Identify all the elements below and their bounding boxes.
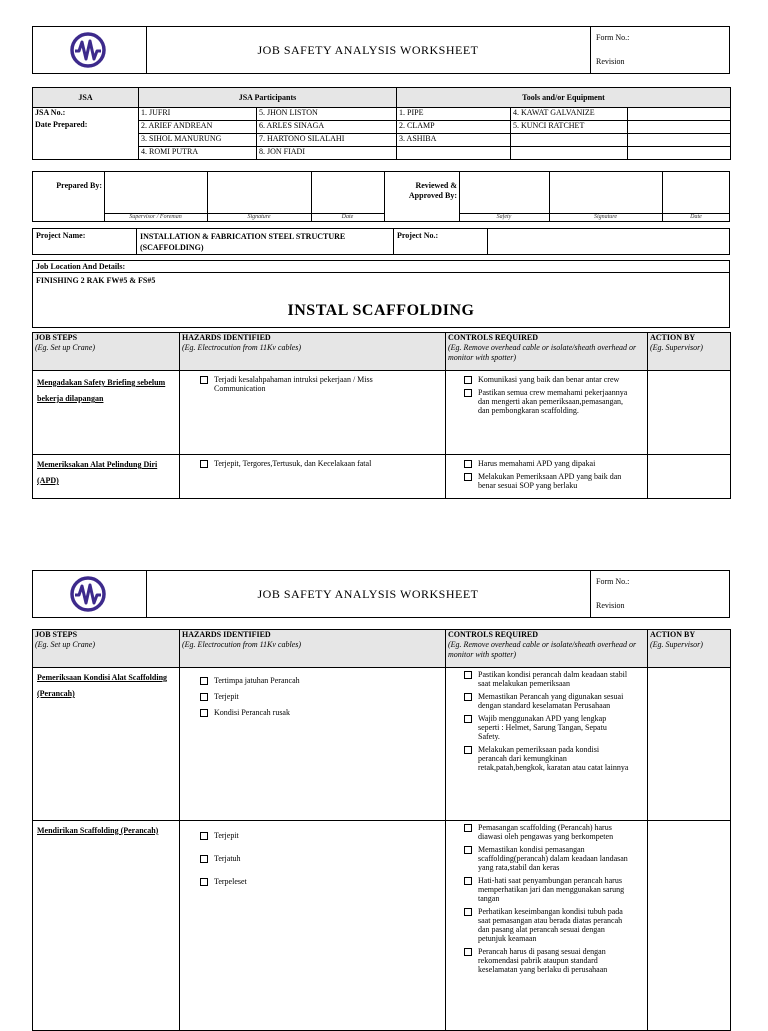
jsa-table-page2: JOB STEPS (Eg. Set up Crane) HAZARDS IDENTIFIED (Eg. Electrocution from 11Kv cables) CONTROLS REQUIRED (Eg. Remove overhead cable or isolate/sheath overhead or monitor with spotter) ACTION BY (Eg. Supervisor) Pemeriksaan Kondisi Alat Scaffolding (Perancah) Tertimpa jatuhan Perancah Terjepit Kondisi Perancah rusak Pastikan kondisi perancah dalm keadaan stabil saat melakukan pemeriksaan Memastikan Perancah yang digunakan sesuai dengan standard keselamatan Perusahaan Wajib menggunakan APD yang lengkap seperti : Helmet, Sarung Tangan, Sepatu Safety. Melakukan pemeriksaan pada kondisi perancah dari kemungkinan retak,patah,bengkok, karatan atau catat lainnya Mendirikan Scaffolding (Perancah) Terjepit Terjatuh Terpeleset Pemasangan scaffolding (Perancah) harus diawasi oleh pengawas yang berkompeten Memastikan kondisi pemasangan scaffolding(perancah) dalam keadaan landasan yang rata,stabil dan keras Hati-hati saat penyambungan perancah harus memperhatikan jari dan menggunakan sarung tangan Perhatikan keseimbangan kondisi tubuh pada saat pemasangan atau berada diatas perancah dan pasang alat perancah sesuai dengan petunjuk keamaan Perancah harus di pasang sesuai dengan rekomendasi pabrik ataupun standard keselamatan yang berlaku di perusahaan — [32, 629, 731, 1031]
col-action-by: ACTION BY — [650, 333, 696, 342]
participant-1: 1. JUFRI — [139, 108, 257, 121]
checkbox-icon — [464, 460, 472, 468]
checkbox-icon — [464, 846, 472, 854]
location-label: Job Location And Details: — [36, 262, 126, 271]
checkbox-icon — [464, 671, 472, 679]
jsa-no-label: JSA No.: — [35, 108, 66, 117]
checkbox-icon — [200, 832, 208, 840]
tools-header: Tools and/or Equipment — [397, 88, 731, 108]
caption-supervisor: Supervisor / Foreman — [129, 214, 182, 220]
participant-5: 5. JHON LISTON — [257, 108, 397, 121]
checkbox-icon — [200, 460, 208, 468]
checkbox-icon — [464, 746, 472, 754]
revision-label-2: Revision — [596, 601, 625, 610]
col-job-steps: JOB STEPS — [35, 333, 78, 342]
caption-date: Date — [341, 214, 354, 220]
company-logo-icon — [70, 576, 106, 612]
checkbox-icon — [464, 908, 472, 916]
jsa-table-page1: JOB STEPS (Eg. Set up Crane) HAZARDS IDENTIFIED (Eg. Electrocution from 11Kv cables) CONTROLS REQUIRED (Eg. Remove overhead cable or isolate/sheath overhead or monitor with spotter) ACTION BY (Eg. Supervisor) Mengadakan Safety Briefing sebelum bekerja dilapangan Terjadi kesalahpahaman intruksi pekerjaan / Miss Communication Komunikasi yang baik dan benar antar crew Pastikan semua crew memahami pekerjaannya dan mengerti akan pemeriksaan,pemasangan, dan pembongkaran scaffolding. Memeriksakan Alat Pelindung Diri (APD) Terjepit, Tergores,Tertusuk, dan Kecelakaan fatal Harus memahami APD yang dipakai Melakukan Pemeriksaan APD yang baik dan benar sesuai SOP yang berlaku — [32, 332, 731, 499]
checkbox-icon — [464, 824, 472, 832]
checkbox-icon — [464, 389, 472, 397]
caption-signature-2: Signature — [593, 214, 618, 220]
caption-signature: Signature — [247, 214, 271, 220]
checkbox-icon — [200, 693, 208, 701]
col-controls: CONTROLS REQUIRED — [448, 630, 539, 639]
checkbox-icon — [464, 948, 472, 956]
page-title: JOB SAFETY ANALYSIS WORKSHEET — [257, 43, 479, 57]
checkbox-icon — [200, 677, 208, 685]
checkbox-icon — [200, 855, 208, 863]
checkbox-icon — [200, 709, 208, 717]
col-job-steps: JOB STEPS — [35, 630, 78, 639]
table-row: Mengadakan Safety Briefing sebelum bekerja dilapangan Terjadi kesalahpahaman intruksi pekerjaan / Miss Communication Komunikasi yang baik dan benar antar crew Pastikan semua crew memahami pekerjaannya dan mengerti akan pemeriksaan,pemasangan, dan pembongkaran scaffolding. — [33, 371, 731, 455]
form-no-label: Form No.: — [596, 33, 630, 42]
participant-2: 2. ARIEF ANDREAN — [139, 121, 257, 134]
tool-2: 2. CLAMP — [397, 121, 511, 134]
participant-4: 4. ROMI PUTRA — [139, 147, 257, 160]
job-step: Mendirikan Scaffolding (Perancah) — [37, 826, 159, 835]
col-action-by: ACTION BY — [650, 630, 696, 639]
participants-header: JSA Participants — [139, 88, 397, 108]
table-row: Pemeriksaan Kondisi Alat Scaffolding (Perancah) Tertimpa jatuhan Perancah Terjepit Kondisi Perancah rusak Pastikan kondisi perancah dalm keadaan stabil saat melakukan pemeriksaan Memastikan Perancah yang digunakan sesuai dengan standard keselamatan Perusahaan Wajib menggunakan APD yang lengkap seperti : Helmet, Sarung Tangan, Sepatu Safety. Melakukan pemeriksaan pada kondisi perancah dari kemungkinan retak,patah,bengkok, karatan atau catat lainnya — [33, 668, 731, 821]
participant-7: 7. HARTONO SILALAHI — [257, 134, 397, 147]
checkbox-icon — [464, 376, 472, 384]
jsa-info-cell — [33, 108, 139, 160]
tool-3: 3. ASHIBA — [397, 134, 511, 147]
tool-5: 5. KUNCI RATCHET — [511, 121, 628, 134]
job-step: Memeriksakan Alat Pelindung Diri (APD) — [37, 460, 158, 485]
jsa-header: JSA — [33, 88, 139, 108]
col-hazards: HAZARDS IDENTIFIED — [182, 333, 271, 342]
job-step: Mengadakan Safety Briefing sebelum bekerja dilapangan — [37, 378, 166, 403]
page-title-2: JOB SAFETY ANALYSIS WORKSHEET — [257, 587, 479, 601]
job-step: Pemeriksaan Kondisi Alat Scaffolding (Perancah) — [37, 673, 168, 698]
tool-4: 4. KAWAT GALVANIZE — [511, 108, 628, 121]
tool-1: 1. PIPE — [397, 108, 511, 121]
reviewed-by-label: Reviewed & Approved By: — [408, 181, 457, 200]
col-hazards: HAZARDS IDENTIFIED — [182, 630, 271, 639]
job-title: INSTAL SCAFFOLDING — [287, 302, 475, 319]
participant-6: 6. ARLES SINAGA — [257, 121, 397, 134]
revision-label: Revision — [596, 57, 625, 66]
project-name-label: Project Name: — [36, 231, 86, 240]
company-logo-icon — [70, 32, 106, 68]
prepared-by-label: Prepared By: — [56, 181, 102, 190]
caption-date-2: Date — [690, 214, 702, 220]
project-name-value: INSTALLATION & FABRICATION STEEL STRUCTURE (SCAFFOLDING) — [140, 232, 346, 252]
checkbox-icon — [464, 473, 472, 481]
project-no-label: Project No.: — [397, 231, 439, 240]
participant-8: 8. JON FIADI — [257, 147, 397, 160]
checkbox-icon — [464, 877, 472, 885]
table-row: Mendirikan Scaffolding (Perancah) Terjepit Terjatuh Terpeleset Pemasangan scaffolding (Perancah) harus diawasi oleh pengawas yang berkompeten Memastikan kondisi pemasangan scaffolding(perancah) dalam keadaan landasan yang rata,stabil dan keras Hati-hati saat penyambungan perancah harus memperhatikan jari dan menggunakan sarung tangan Perhatikan keseimbangan kondisi tubuh pada saat pemasangan atau berada diatas perancah dan pasang alat perancah sesuai dengan petunjuk keamaan Perancah harus di pasang sesuai dengan rekomendasi pabrik ataupun standard keselamatan yang berlaku di perusahaan — [33, 821, 731, 1031]
location-value: FINISHING 2 RAK FW#5 & FS#5 — [36, 276, 156, 285]
checkbox-icon — [464, 715, 472, 723]
date-prepared-label: Date Prepared: — [35, 120, 88, 129]
checkbox-icon — [464, 693, 472, 701]
participants-table — [32, 87, 731, 160]
table-row: Memeriksakan Alat Pelindung Diri (APD) Terjepit, Tergores,Tertusuk, dan Kecelakaan fatal Harus memahami APD yang dipakai Melakukan Pemeriksaan APD yang baik dan benar sesuai SOP yang berlaku — [33, 455, 731, 499]
participant-3: 3. SIHOL MANURUNG — [139, 134, 257, 147]
col-controls: CONTROLS REQUIRED — [448, 333, 539, 342]
form-no-label-2: Form No.: — [596, 577, 630, 586]
checkbox-icon — [200, 878, 208, 886]
caption-safety: Safety — [496, 214, 512, 220]
checkbox-icon — [200, 376, 208, 384]
